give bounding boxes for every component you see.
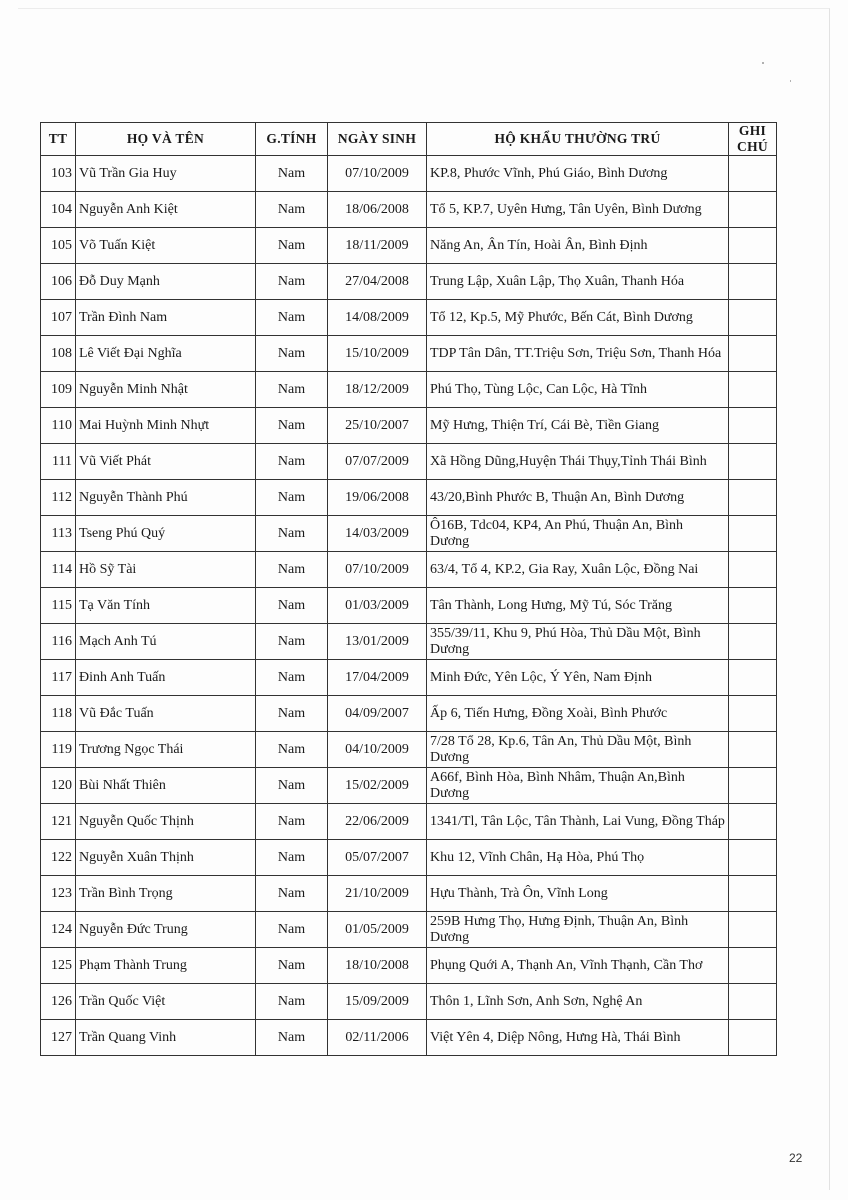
cell-address: Mỹ Hưng, Thiện Trí, Cái Bè, Tiền Giang bbox=[427, 408, 729, 444]
table-row bbox=[41, 156, 777, 192]
table-row bbox=[41, 372, 777, 408]
cell-gender: Nam bbox=[256, 408, 328, 444]
cell-name: Nguyễn Thành Phú bbox=[76, 480, 256, 516]
cell-dob: 05/07/2007 bbox=[328, 840, 427, 876]
cell-note bbox=[729, 228, 777, 264]
header-dob: NGÀY SINH bbox=[328, 123, 427, 156]
cell-tt: 115 bbox=[41, 588, 76, 624]
cell-dob: 27/04/2008 bbox=[328, 264, 427, 300]
cell-gender: Nam bbox=[256, 876, 328, 912]
cell-tt: 114 bbox=[41, 552, 76, 588]
cell-tt: 117 bbox=[41, 660, 76, 696]
cell-address: Ô16B, Tdc04, KP4, An Phú, Thuận An, Bình Dương bbox=[427, 516, 729, 552]
table-row bbox=[41, 588, 777, 624]
cell-name: Đỗ Duy Mạnh bbox=[76, 264, 256, 300]
header-tt: TT bbox=[41, 123, 76, 156]
cell-gender: Nam bbox=[256, 372, 328, 408]
cell-dob: 17/04/2009 bbox=[328, 660, 427, 696]
cell-tt: 119 bbox=[41, 732, 76, 768]
cell-name: Nguyễn Đức Trung bbox=[76, 912, 256, 948]
cell-gender: Nam bbox=[256, 300, 328, 336]
cell-dob: 15/09/2009 bbox=[328, 984, 427, 1020]
header-gender: G.TÍNH bbox=[256, 123, 328, 156]
cell-dob: 14/03/2009 bbox=[328, 516, 427, 552]
table-row bbox=[41, 768, 777, 804]
table-row bbox=[41, 300, 777, 336]
cell-address: Tân Thành, Long Hưng, Mỹ Tú, Sóc Trăng bbox=[427, 588, 729, 624]
table-row bbox=[41, 1020, 777, 1056]
cell-tt: 125 bbox=[41, 948, 76, 984]
cell-name: Nguyễn Quốc Thịnh bbox=[76, 804, 256, 840]
cell-gender: Nam bbox=[256, 660, 328, 696]
cell-name: Trần Quang Vinh bbox=[76, 1020, 256, 1056]
table-row bbox=[41, 840, 777, 876]
cell-name: Nguyễn Xuân Thịnh bbox=[76, 840, 256, 876]
cell-note bbox=[729, 876, 777, 912]
cell-address: 63/4, Tổ 4, KP.2, Gia Ray, Xuân Lộc, Đồng Nai bbox=[427, 552, 729, 588]
cell-address: Phụng Quới A, Thạnh An, Vĩnh Thạnh, Cần Thơ bbox=[427, 948, 729, 984]
header-row bbox=[41, 123, 777, 156]
cell-gender: Nam bbox=[256, 336, 328, 372]
cell-name: Võ Tuấn Kiệt bbox=[76, 228, 256, 264]
cell-name: Trần Đình Nam bbox=[76, 300, 256, 336]
cell-dob: 19/06/2008 bbox=[328, 480, 427, 516]
cell-address: Việt Yên 4, Diệp Nông, Hưng Hà, Thái Bình bbox=[427, 1020, 729, 1056]
table-row bbox=[41, 696, 777, 732]
cell-dob: 18/10/2008 bbox=[328, 948, 427, 984]
cell-name: Tạ Văn Tính bbox=[76, 588, 256, 624]
cell-address: Năng An, Ân Tín, Hoài Ân, Bình Định bbox=[427, 228, 729, 264]
cell-address: Thôn 1, Lĩnh Sơn, Anh Sơn, Nghệ An bbox=[427, 984, 729, 1020]
table-row bbox=[41, 876, 777, 912]
cell-address: KP.8, Phước Vĩnh, Phú Giáo, Bình Dương bbox=[427, 156, 729, 192]
table-row bbox=[41, 660, 777, 696]
cell-address: Ấp 6, Tiến Hưng, Đồng Xoài, Bình Phước bbox=[427, 696, 729, 732]
cell-dob: 07/10/2009 bbox=[328, 156, 427, 192]
cell-gender: Nam bbox=[256, 840, 328, 876]
cell-gender: Nam bbox=[256, 624, 328, 660]
cell-tt: 122 bbox=[41, 840, 76, 876]
cell-dob: 21/10/2009 bbox=[328, 876, 427, 912]
cell-note bbox=[729, 696, 777, 732]
cell-dob: 01/05/2009 bbox=[328, 912, 427, 948]
table-row bbox=[41, 984, 777, 1020]
cell-name: Nguyễn Minh Nhật bbox=[76, 372, 256, 408]
cell-dob: 18/11/2009 bbox=[328, 228, 427, 264]
cell-tt: 126 bbox=[41, 984, 76, 1020]
cell-dob: 15/10/2009 bbox=[328, 336, 427, 372]
cell-note bbox=[729, 660, 777, 696]
cell-tt: 107 bbox=[41, 300, 76, 336]
cell-address: 355/39/11, Khu 9, Phú Hòa, Thủ Dầu Một, Bình Dương bbox=[427, 624, 729, 660]
cell-name: Hồ Sỹ Tài bbox=[76, 552, 256, 588]
cell-gender: Nam bbox=[256, 1020, 328, 1056]
cell-address: Trung Lập, Xuân Lập, Thọ Xuân, Thanh Hóa bbox=[427, 264, 729, 300]
cell-note bbox=[729, 444, 777, 480]
cell-address: Tổ 12, Kp.5, Mỹ Phước, Bến Cát, Bình Dương bbox=[427, 300, 729, 336]
table-row bbox=[41, 264, 777, 300]
table-row bbox=[41, 480, 777, 516]
cell-name: Trần Quốc Việt bbox=[76, 984, 256, 1020]
cell-name: Mạch Anh Tú bbox=[76, 624, 256, 660]
cell-gender: Nam bbox=[256, 192, 328, 228]
cell-gender: Nam bbox=[256, 480, 328, 516]
table-row bbox=[41, 912, 777, 948]
cell-tt: 110 bbox=[41, 408, 76, 444]
cell-gender: Nam bbox=[256, 228, 328, 264]
cell-dob: 04/09/2007 bbox=[328, 696, 427, 732]
header-address: HỘ KHẨU THƯỜNG TRÚ bbox=[427, 123, 729, 156]
cell-tt: 112 bbox=[41, 480, 76, 516]
table-header bbox=[41, 123, 777, 156]
header-name: HỌ VÀ TÊN bbox=[76, 123, 256, 156]
cell-gender: Nam bbox=[256, 768, 328, 804]
table-row bbox=[41, 552, 777, 588]
cell-dob: 13/01/2009 bbox=[328, 624, 427, 660]
header-note: GHI CHÚ bbox=[729, 123, 777, 156]
cell-note bbox=[729, 408, 777, 444]
cell-note bbox=[729, 984, 777, 1020]
cell-note bbox=[729, 480, 777, 516]
cell-name: Bùi Nhất Thiên bbox=[76, 768, 256, 804]
cell-gender: Nam bbox=[256, 732, 328, 768]
cell-dob: 02/11/2006 bbox=[328, 1020, 427, 1056]
cell-note bbox=[729, 948, 777, 984]
cell-name: Trần Bình Trọng bbox=[76, 876, 256, 912]
cell-note bbox=[729, 516, 777, 552]
cell-address: 259B Hưng Thọ, Hưng Định, Thuận An, Bình Dương bbox=[427, 912, 729, 948]
cell-name: Đinh Anh Tuấn bbox=[76, 660, 256, 696]
cell-gender: Nam bbox=[256, 444, 328, 480]
table-row bbox=[41, 624, 777, 660]
scan-speck bbox=[762, 62, 764, 64]
scan-speck bbox=[790, 80, 791, 82]
student-roster-table bbox=[40, 122, 777, 1056]
cell-note bbox=[729, 156, 777, 192]
cell-tt: 109 bbox=[41, 372, 76, 408]
cell-tt: 108 bbox=[41, 336, 76, 372]
cell-address: Phú Thọ, Tùng Lộc, Can Lộc, Hà Tĩnh bbox=[427, 372, 729, 408]
cell-dob: 18/06/2008 bbox=[328, 192, 427, 228]
cell-dob: 07/07/2009 bbox=[328, 444, 427, 480]
cell-dob: 07/10/2009 bbox=[328, 552, 427, 588]
cell-address: TDP Tân Dân, TT.Triệu Sơn, Triệu Sơn, Thanh Hóa bbox=[427, 336, 729, 372]
cell-dob: 22/06/2009 bbox=[328, 804, 427, 840]
cell-address: Hựu Thành, Trà Ôn, Vĩnh Long bbox=[427, 876, 729, 912]
cell-note bbox=[729, 588, 777, 624]
table-row bbox=[41, 732, 777, 768]
cell-tt: 123 bbox=[41, 876, 76, 912]
cell-tt: 103 bbox=[41, 156, 76, 192]
cell-address: 43/20,Bình Phước B, Thuận An, Bình Dương bbox=[427, 480, 729, 516]
cell-address: Khu 12, Vĩnh Chân, Hạ Hòa, Phú Thọ bbox=[427, 840, 729, 876]
cell-name: Tseng Phú Quý bbox=[76, 516, 256, 552]
cell-note bbox=[729, 840, 777, 876]
cell-note bbox=[729, 912, 777, 948]
cell-note bbox=[729, 372, 777, 408]
cell-gender: Nam bbox=[256, 156, 328, 192]
cell-tt: 111 bbox=[41, 444, 76, 480]
cell-tt: 113 bbox=[41, 516, 76, 552]
cell-address: 1341/Tl, Tân Lộc, Tân Thành, Lai Vung, Đồng Tháp bbox=[427, 804, 729, 840]
cell-dob: 01/03/2009 bbox=[328, 588, 427, 624]
cell-note bbox=[729, 732, 777, 768]
cell-note bbox=[729, 336, 777, 372]
cell-note bbox=[729, 552, 777, 588]
cell-gender: Nam bbox=[256, 984, 328, 1020]
table-row bbox=[41, 948, 777, 984]
cell-name: Nguyễn Anh Kiệt bbox=[76, 192, 256, 228]
cell-dob: 15/02/2009 bbox=[328, 768, 427, 804]
cell-name: Vũ Viết Phát bbox=[76, 444, 256, 480]
cell-tt: 121 bbox=[41, 804, 76, 840]
page-number: 22 bbox=[789, 1151, 803, 1165]
cell-tt: 104 bbox=[41, 192, 76, 228]
cell-note bbox=[729, 264, 777, 300]
table-row bbox=[41, 408, 777, 444]
table-row bbox=[41, 804, 777, 840]
table-row bbox=[41, 336, 777, 372]
cell-note bbox=[729, 1020, 777, 1056]
table-row bbox=[41, 444, 777, 480]
table-row bbox=[41, 228, 777, 264]
cell-gender: Nam bbox=[256, 516, 328, 552]
cell-tt: 105 bbox=[41, 228, 76, 264]
cell-tt: 120 bbox=[41, 768, 76, 804]
table-row bbox=[41, 192, 777, 228]
cell-note bbox=[729, 804, 777, 840]
cell-note bbox=[729, 768, 777, 804]
cell-address: Minh Đức, Yên Lộc, Ý Yên, Nam Định bbox=[427, 660, 729, 696]
cell-dob: 18/12/2009 bbox=[328, 372, 427, 408]
cell-gender: Nam bbox=[256, 552, 328, 588]
cell-gender: Nam bbox=[256, 804, 328, 840]
cell-name: Vũ Trần Gia Huy bbox=[76, 156, 256, 192]
cell-dob: 25/10/2007 bbox=[328, 408, 427, 444]
cell-address: Tổ 5, KP.7, Uyên Hưng, Tân Uyên, Bình Dương bbox=[427, 192, 729, 228]
cell-gender: Nam bbox=[256, 264, 328, 300]
cell-name: Lê Viết Đại Nghĩa bbox=[76, 336, 256, 372]
cell-tt: 124 bbox=[41, 912, 76, 948]
cell-gender: Nam bbox=[256, 948, 328, 984]
cell-address: 7/28 Tổ 28, Kp.6, Tân An, Thủ Dầu Một, Bình Dương bbox=[427, 732, 729, 768]
table-row bbox=[41, 516, 777, 552]
cell-dob: 04/10/2009 bbox=[328, 732, 427, 768]
cell-name: Phạm Thành Trung bbox=[76, 948, 256, 984]
cell-address: Xã Hồng Dũng,Huyện Thái Thụy,Tỉnh Thái Bình bbox=[427, 444, 729, 480]
cell-note bbox=[729, 624, 777, 660]
cell-tt: 116 bbox=[41, 624, 76, 660]
cell-name: Mai Huỳnh Minh Nhựt bbox=[76, 408, 256, 444]
cell-tt: 127 bbox=[41, 1020, 76, 1056]
cell-address: A66f, Bình Hòa, Bình Nhâm, Thuận An,Bình Dương bbox=[427, 768, 729, 804]
cell-tt: 118 bbox=[41, 696, 76, 732]
cell-name: Trương Ngọc Thái bbox=[76, 732, 256, 768]
cell-tt: 106 bbox=[41, 264, 76, 300]
cell-gender: Nam bbox=[256, 696, 328, 732]
cell-note bbox=[729, 300, 777, 336]
cell-note bbox=[729, 192, 777, 228]
cell-gender: Nam bbox=[256, 588, 328, 624]
cell-gender: Nam bbox=[256, 912, 328, 948]
cell-dob: 14/08/2009 bbox=[328, 300, 427, 336]
cell-name: Vũ Đắc Tuấn bbox=[76, 696, 256, 732]
table-body bbox=[41, 156, 777, 1056]
